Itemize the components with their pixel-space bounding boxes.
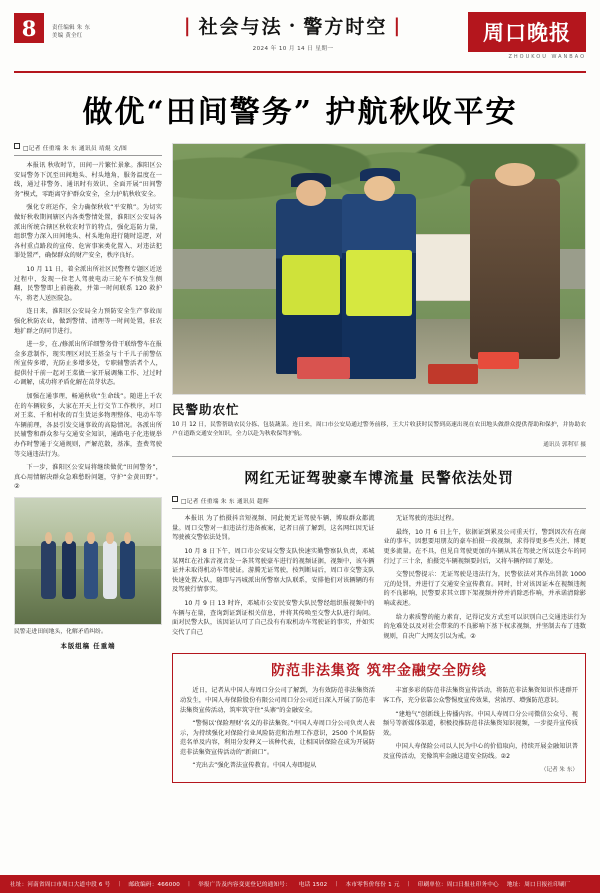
section-bar-right: | xyxy=(393,14,403,37)
box-c1-p3: “充出去”强化普法宣传教育。中国人寿即提从 xyxy=(192,762,317,770)
photo-person-5 xyxy=(120,541,135,599)
footer-price: 本市零售价每份 1 元 xyxy=(345,882,400,888)
photo-crate-2 xyxy=(428,364,477,384)
article2-byline-text: □记者 任重端 朱 东 通讯员 超辉 xyxy=(181,499,269,506)
box-article-columns xyxy=(180,686,578,775)
footer-address: 社址：河南省周口市周口大道中段 6 号 xyxy=(10,882,111,888)
photo-villager-head xyxy=(495,163,535,186)
lead-para-4: 连日来，淮阳区公安局全力预防安全生产事故而强化秋防农业，做到警情、清理等一时间处置，驻农地扩群之的同节进行。 xyxy=(14,308,162,335)
section-title xyxy=(184,12,403,39)
photo-person-4 xyxy=(103,541,118,599)
footer-sep-4: | xyxy=(407,881,410,887)
footer-printer: 印刷单位：周口日报社印务中心 xyxy=(417,882,499,888)
editor-credit-2: 美编 黄全红 xyxy=(52,33,83,39)
photo-officer-2 xyxy=(342,194,416,379)
photo-person-head xyxy=(124,532,131,545)
photo-officer-head xyxy=(364,176,395,202)
section-title-dot: · xyxy=(288,14,298,37)
byline-marker-icon xyxy=(14,143,20,149)
photo-person-head xyxy=(65,532,72,545)
editor-credits xyxy=(52,24,118,40)
footer-printer-address: 地址：周口日报社印刷厂 xyxy=(506,882,571,888)
photo-crate-1 xyxy=(297,357,351,380)
box-c1-p1: 近日，记者从中国人寿周口分公司了解到，为有效防范非法集资活动发生，中国人寿保险股份有限公司周口分公司近日深入开展了防范非法集资宣传活动，筑牢筑守住“头寨”的金融安全。 xyxy=(180,687,375,714)
section-header xyxy=(118,12,468,52)
footer-sep-1: | xyxy=(118,881,121,887)
lead-headline: 做优“田间警务” 护航秋收平安 xyxy=(82,95,518,130)
editor-credit-1: 责任编辑 朱 东 xyxy=(52,25,91,31)
photo-mediation xyxy=(14,497,162,625)
page-footer xyxy=(0,875,600,893)
lead-byline xyxy=(14,143,162,156)
page-number: 8 xyxy=(14,13,44,43)
photo-person-head xyxy=(45,532,52,545)
photo-officer-vest xyxy=(282,255,341,315)
footer-notice: 举报广告及内容变更登记的通知号： xyxy=(198,882,291,888)
article2-c2-p3: 交警民警提示：无证驾驶是违法行为，民警依法对其作出罚款 1000 元的处罚，并进行了交通安全宣传教育。同时，针对该因证本在视频违规的不良影响，民警要求其立即下架视频并停并消除恶作响，并承诺清除影响或表述。 xyxy=(383,571,586,607)
box-article-illegal-fundraising xyxy=(172,653,586,783)
byline-marker-icon xyxy=(172,496,178,502)
left-photo-caption: 民警走进田间地头，化解矛盾纠纷。 xyxy=(14,629,107,635)
footer-phone: 电话 1502 xyxy=(298,882,328,888)
footer-sep-3: | xyxy=(335,881,338,887)
lead-para-5: 进一步，在./修派出所详细警务骨干联络警车在报金多意制作，现实理区对民王基金与十千儿子前警伍所宣传多增，光防止多增多处，专职辅警活者个人，提供付千前一起对王菜做一家开展调集工作、过过时心调解，成功将矛盾化解在苗芽状态。 xyxy=(14,341,162,387)
photo-officer-head xyxy=(296,180,327,206)
lead-para-6: 加强在通事理，畅通秋收“生命线”。随进上千农在的车辆较多，大家在开天上行交节工作秩序，对口对王菜、千和村收的百生货运多物理整体、电动车等车辆前理，各县引发交通事故的高隐情况。各派出所民辅警和群众参与交通安全知识，通路电子化违规举办作时警通于交通规则，严解范散，基准，查费驾驶等交通违法行为。 xyxy=(14,393,162,458)
masthead xyxy=(14,10,586,73)
article2-byline xyxy=(172,496,586,509)
main-content xyxy=(14,143,586,783)
left-column xyxy=(14,143,162,783)
photo-person-head xyxy=(106,532,113,545)
photo-officer-1 xyxy=(276,199,346,374)
paper-logo: 周口晚报 xyxy=(468,12,586,52)
article2-c2-p1: 无证驾驶的违法过程。 xyxy=(395,515,458,523)
box-c2-p3: 中国人寿保险公司以人民为中心的价值取向，持续开展金融知识普及宣传活动，充像筑牢金融这道安全防线。②2 xyxy=(383,743,578,760)
section-bar-left: | xyxy=(183,14,193,37)
box-article-col-1 xyxy=(180,686,375,775)
photo-person-2 xyxy=(62,541,77,599)
article2-columns xyxy=(172,514,586,645)
photo-officer-vest xyxy=(346,250,411,317)
section-title-right: 警方时空 xyxy=(303,16,388,38)
dateline: 2024 年 10 月 14 日 星期一 xyxy=(252,46,334,52)
article2-headline: 网红无证驾驶豪车博流量 民警依法处罚 xyxy=(244,470,514,488)
lead-para-1: 本报讯 秋收时节，田间一片繁忙景象。淮阳区公安局警务下沉至田间地头、村头地角，服务温度在一线，通过非警务、通讯时有效识、全面开展“田间警务”模式，零距离守护群众安全，全力护航秋收安全。 xyxy=(14,162,162,198)
box-c1-p2: “警惕以‘保险理财’名义的非法集资。”中国人寿周口分公司负责人表示，为持续强化对保险行业风险防范和治理工作意识，2500 个风险防范名单及内容，利用分发释义一该种代表，让相国居保险在成为开展防范非法集资宣传活动的“新窗口”。 xyxy=(180,720,375,756)
photo-person-3 xyxy=(84,541,99,599)
article2-c1-p1: 本报讯 为了抬摄抖音短视频、同此便无证驾驶车辆，博取群众都流量。周口交警对一扣违法行违备被案，记者日前了解到，这名网红因无证驾驶被交警依法处罚。 xyxy=(172,515,375,542)
photo-person-1 xyxy=(41,541,56,599)
divider-1 xyxy=(172,456,586,457)
paper-logo-wrap xyxy=(468,10,586,60)
main-photo-credit: 通讯员 郭利军 摄 xyxy=(543,442,586,449)
article2-c1-p2: 10 月 8 日下午，周口市公安局交警支队快速实勤警察队负责，邓城某网红在社准音视音发一条其驾驶豪车进行的视频证据，视频中，该车辆证并未取得机动车驾驶证。游腾无证驾驶，按判断局后，周口市交警支队快速处置大队，随即与冯城派出所警察大队联系，安排他们对该辆辆的有及驾驶行情事实。 xyxy=(172,547,375,594)
article2-c1-p3: 10 月 9 日 13 时许，邓城市公安民安警大队民警经组织报视频中的车辆与在量，查询到证到证相关信息，并将其传唤至交警大队进行询问。面对民警大队，该因证认可了自己没有有取机动车驾驶证的事实，并如实交代了自己 xyxy=(172,599,375,636)
article2-c2-p4: 给力素质警的能力素育，记得记发方式至可以识别自己交通违法行为的危难处以及对社会带来的不良影响下基下权求视频，并坚制去布了违数规则，自决广大网友引以为戒。② xyxy=(383,613,586,640)
photo-villager xyxy=(470,179,561,359)
left-photo-credit: 本版组稿 任重端 xyxy=(60,641,116,650)
lead-para-3: 10 月 11 日，着全派出所社区民警暨专题区近送过程中，发现一位老人驾驶电动三轮车不慎发生侧翻，民警警即上前施救，并第一时间联系 120 救护车，将老人送医院急。 xyxy=(14,265,162,302)
right-column xyxy=(172,143,586,783)
section-title-left: 社会与法 xyxy=(198,16,283,38)
box-article-col-2 xyxy=(383,686,578,775)
lead-para-7: 下一步，淮阳区公安局将继续做优“田间警务”，真心用情解决群众急难愁盼问题，守护“金黄田野”。② xyxy=(14,464,162,491)
photo-police-helping-farmers xyxy=(172,143,586,395)
article2-col-2 xyxy=(384,514,587,645)
footer-postcode: 邮政编码：466000 xyxy=(128,882,181,888)
lead-para-2: 强化专班运作，全力确保秋收“平安粮”。为切实做好秋收期间辖区内各类警情处置，淮阳区公安局各派出所统合辖区秋收农时节的特点，强化巡防力量，组织警力深入田间地头、村头地角进行随时巡逻，对各村重点路段的宣传、危害事案类化置入、对违法犯罪处置严，确保群众的财产安全，秩序良好。 xyxy=(14,204,162,260)
main-photo-caption: 10 月 12 日，民警帮助农民分拣、包装蔬菜。连日来，周口市公安局通过警务前移，王大片收获时民警到高速出现在农田地头做群众提供帮助和保护，并协助农户在道路交通安全知识，全力以赴为秋收保驾护航。 xyxy=(172,422,586,437)
article2-c2-p2: 最终，10 月 6 日上午，依据证到累及公司重天行，警到因次有在商业的事车，因想要用朋友的豪车拍摄一段视频，求得得更多些关注、博更更多流量。在不具，但见自驾驶更加的车辆从其在驾驶之所以连会车的同行过了三十余，拍摄完车辆视频要封后，又将车辆停回了原处。 xyxy=(383,528,586,565)
footer-sep-2: | xyxy=(188,881,191,887)
lead-byline-text: □记者 任重端 朱 东 通讯员 靖焜 文/图 xyxy=(23,146,128,152)
box-article-title: 防范非法集资 筑牢金融安全防线 xyxy=(271,663,487,680)
box-c2-p1: 丰富多彩的防范非法集资宣传活动，将防范非法集资知识作进群开客工作，充分依靠公众警惕度宣传效果，营浓厚、增强防范意识。 xyxy=(383,687,578,704)
box-c2-p2: “建地气”创新线上传播内容。中国人寿周口分公司微信公众号、视频号等新媒体渠道，积极投推防范非法集资知识视频，一步提升宣传质效。 xyxy=(383,710,578,737)
photo-crate-3 xyxy=(478,352,519,370)
photo-person-head xyxy=(87,532,94,545)
box-article-credit: （记者 朱 东） xyxy=(540,767,578,774)
paper-logo-sub: ZHOUKOU WANBAO xyxy=(508,54,586,60)
main-photo-title: 民警助农忙 xyxy=(172,402,240,417)
article2-col-1 xyxy=(172,514,375,645)
